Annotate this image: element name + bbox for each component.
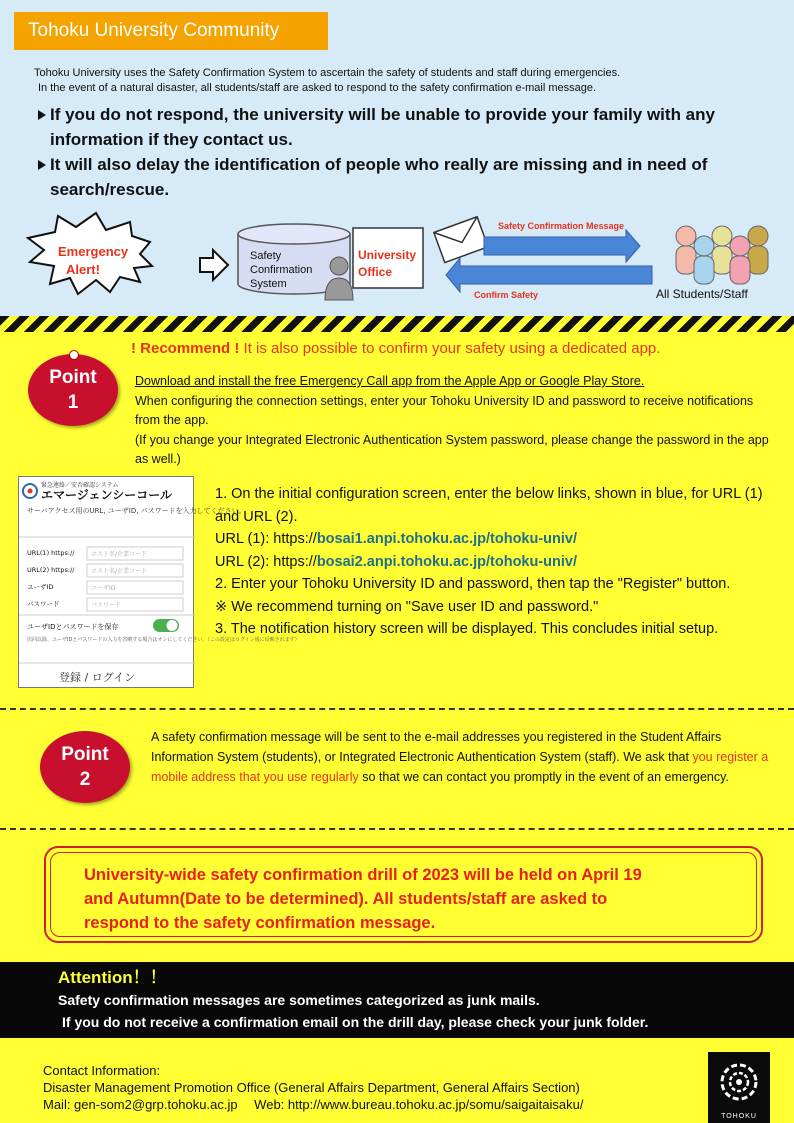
password-note: (If you change your Integrated Electronic Authentication System password, please change the password in the app as well.) (135, 432, 769, 466)
app-save-label: ユーザIDとパスワードを保存 (27, 623, 119, 631)
badge-hole-icon (69, 350, 79, 360)
app-user-label: ユーザID (27, 583, 54, 591)
url-2-link[interactable]: bosai2.anpi.tohoku.ac.jp/tohoku-univ/ (316, 553, 578, 570)
step-2: 2. Enter your Tohoku University ID and password, then tap the "Register" button. (215, 576, 731, 592)
app-login-screen (18, 476, 300, 688)
step-1: 1. On the initial configuration screen, enter the below links, shown in blue, for URL (1) and URL (2). (215, 486, 763, 525)
emergency-label-2: Alert! (66, 262, 100, 277)
svg-text:パスワード: パスワード (91, 602, 122, 609)
app-instruction: サーバアクセス用のURL, ユーザID, パスワードを入力してください。 (27, 507, 246, 515)
app-subtitle: 緊急連絡／安否確認システム (41, 482, 119, 489)
students-staff-label: All Students/Staff (656, 287, 748, 301)
recommend-label: ! Recommend ! (131, 340, 240, 357)
point-1-number: 1 (67, 392, 79, 413)
tohoku-university-logo (708, 1052, 770, 1123)
flow-arrow-icon (200, 250, 228, 280)
safety-flow-diagram (0, 0, 794, 316)
logo-wordmark: TOHOKU (721, 1113, 757, 1120)
step-3: 3. The notification history screen will be displayed. This concludes initial setup. (215, 621, 719, 637)
attention-line-2: If you do not receive a confirmation email on the drill day, please check your junk folder. (62, 1014, 649, 1030)
point-1-word: Point (49, 367, 97, 388)
point-2-number: 2 (79, 769, 91, 790)
setup-steps (215, 483, 775, 641)
envelope-icon (434, 217, 488, 263)
intro-line-1: Tohoku University uses the Safety Confirmation System to ascertain the safety of students and staff during emergencies. (34, 67, 621, 79)
intro-section (0, 0, 794, 316)
url-1-label: URL (1): https:// (215, 531, 317, 547)
url-1-link[interactable]: bosai1.anpi.tohoku.ac.jp/tohoku-univ/ (316, 531, 578, 547)
message-arrow-icon (484, 230, 640, 262)
contact-heading: Contact Information: (43, 1063, 161, 1078)
bullet-no-response: If you do not respond, the university will be unable to provide your family with any information if they contact us. (36, 102, 781, 152)
attention-banner (0, 962, 794, 1038)
app-save-note: 次回以降、ユーザIDとパスワードの入力を省略する場合はオンにしてください。（この設定はログイン後に反映されます） (27, 637, 300, 643)
community-label: Tohoku University Community (14, 12, 328, 50)
attention-title: Attention！！ (58, 968, 167, 987)
attention-line-1: Safety confirmation messages are sometimes categorized as junk mails. (58, 992, 540, 1008)
drill-line-2: and Autumn(Date to be determined). All students/staff are asked to (84, 890, 608, 908)
drill-line-1: University-wide safety confirmation drill of 2023 will be held on April 19 (84, 866, 642, 884)
confirm-arrow-label: Confirm Safety (474, 290, 539, 300)
config-instruction: When configuring the connection settings, enter your Tohoku University ID and password to receive notifications from the app. (135, 393, 754, 427)
recommend-note: ※ We recommend turning on "Save user ID and password." (215, 598, 599, 615)
app-login-button: 登録 / ログイン (59, 671, 136, 684)
app-pass-label: パスワード (27, 600, 60, 608)
office-label-2: Office (358, 265, 393, 279)
app-url1-label: URL(1) https:// (27, 549, 75, 557)
drill-notice-text (50, 852, 757, 937)
svg-text:ホスト名/企業コード: ホスト名/企業コード (91, 551, 148, 558)
divider-2 (0, 828, 794, 830)
point-1-badge (28, 354, 118, 426)
university-emblem-icon (708, 1054, 770, 1110)
divider-1 (0, 708, 794, 710)
app-url2-label: URL(2) https:// (27, 566, 75, 574)
point-2-badge (40, 731, 130, 803)
url-1-line (215, 528, 775, 551)
confirm-arrow-icon (446, 258, 652, 292)
svg-text:ユーザID: ユーザID (91, 585, 116, 592)
contact-office: Disaster Management Promotion Office (General Affairs Department, General Affairs Section) (43, 1080, 580, 1095)
download-instruction: Download and install the free Emergency Call app from the Apple App or Google Play Store. (135, 374, 645, 388)
system-label-1: Safety (250, 250, 282, 262)
system-label-2: Confirmation (250, 264, 313, 276)
contact-info (43, 1062, 583, 1113)
point-2-word: Point (61, 744, 109, 765)
intro-line-2: In the event of a natural disaster, all students/staff are asked to respond to the safety confirmation e-mail message. (38, 82, 597, 94)
drill-line-3: respond to the safety confirmation message. (84, 914, 436, 932)
message-arrow-label: Safety Confirmation Message (498, 221, 625, 231)
students-staff-icon (676, 226, 768, 284)
office-label-1: University (358, 248, 417, 262)
bullet-delay: It will also delay the identification of people who really are missing and in need of search/rescue. (36, 152, 781, 202)
hazard-stripe (0, 316, 794, 332)
app-title: エマージェンシーコール (41, 488, 172, 502)
point-2-text-start: A safety confirmation message will be sent to the e-mail addresses you registered in the Student Affairs Information System (students), or Integrated Electronic Authentication System (staff). We ask that (151, 730, 722, 764)
drill-notice-box (44, 846, 763, 943)
contact-mail-web[interactable]: Mail: gen-som2@grp.tohoku.ac.jp Web: http://www.bureau.tohoku.ac.jp/somu/saigaitaisaku/ (43, 1097, 584, 1112)
point-2-text-end: so that we can contact you promptly in the event of an emergency. (362, 770, 729, 784)
emergency-label-1: Emergency (58, 244, 129, 259)
system-label-3: System (250, 278, 287, 290)
svg-text:ホスト名/企業コード: ホスト名/企業コード (91, 568, 148, 575)
point-1-text (135, 372, 775, 470)
point-2-highlight: you register a mobile address that you use regularly (151, 750, 769, 784)
url-2-line (215, 551, 775, 574)
recommend-text: It is also possible to confirm your safety using a dedicated app. (243, 340, 661, 357)
point-2-text (151, 727, 776, 787)
url-2-label: URL (2): https:// (215, 553, 317, 570)
app-screen-illustration (19, 477, 300, 689)
recommend-heading (131, 340, 660, 357)
